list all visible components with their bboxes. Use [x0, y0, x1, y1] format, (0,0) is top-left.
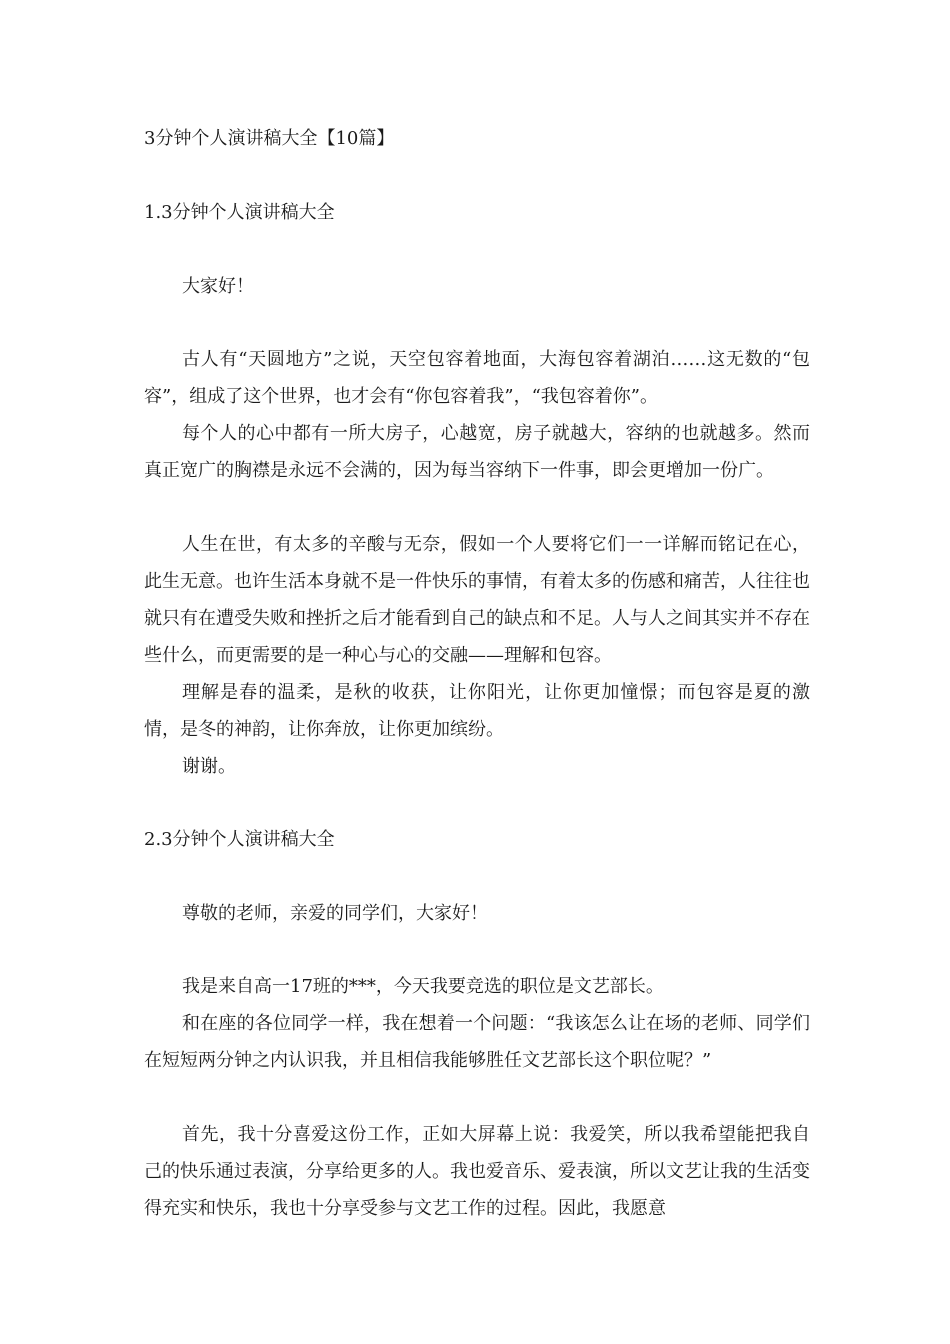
- section-1-paragraph-1: 古人有“天圆地方”之说，天空包容着地面，大海包容着湖泊……这无数的“包容”，组成了这个世界，也才会有“你包容着我”，“我包容着你”。: [144, 349, 810, 407]
- section-1-greeting: 大家好！: [182, 276, 254, 297]
- section-1-closing: 谢谢。: [182, 756, 236, 777]
- section-heading-2: 2.3分钟个人演讲稿大全: [144, 829, 335, 850]
- section-2-paragraph-2: 和在座的各位同学一样，我在想着一个问题：“我该怎么让在场的老师、同学们在短短两分钟之内认识我，并且相信我能够胜任文艺部长这个职位呢？”: [144, 1013, 810, 1071]
- section-2-paragraph-1: 我是来自高一17班的***，今天我要竞选的职位是文艺部长。: [182, 976, 664, 997]
- section-1-paragraph-4: 理解是春的温柔，是秋的收获，让你阳光，让你更加憧憬；而包容是夏的激情，是冬的神韵，让你奔放，让你更加缤纷。: [144, 682, 810, 740]
- section-1-paragraph-3: 人生在世，有太多的辛酸与无奈，假如一个人要将它们一一详解而铭记在心，此生无意。也许生活本身就不是一件快乐的事情，有着太多的伤感和痛苦，人往往也就只有在遭受失败和挫折之后才能看到自己的缺点和不足。人与人之间其实并不存在些什么，而更需要的是一种心与心的交融——理解和包容。: [144, 534, 810, 666]
- section-heading-1: 1.3分钟个人演讲稿大全: [144, 202, 335, 223]
- document-title: 3分钟个人演讲稿大全【10篇】: [144, 128, 395, 149]
- section-1-paragraph-2: 每个人的心中都有一所大房子，心越宽，房子就越大，容纳的也就越多。然而真正宽广的胸襟是永远不会满的，因为每当容纳下一件事，即会更增加一份广。: [144, 423, 810, 481]
- section-2-paragraph-3: 首先，我十分喜爱这份工作，正如大屏幕上说：我爱笑，所以我希望能把我自己的快乐通过表演，分享给更多的人。我也爱音乐、爱表演，所以文艺让我的生活变得充实和快乐，我也十分享受参与文艺工作的过程。因此，我愿意: [144, 1124, 810, 1219]
- section-2-greeting: 尊敬的老师，亲爱的同学们，大家好！: [182, 903, 488, 924]
